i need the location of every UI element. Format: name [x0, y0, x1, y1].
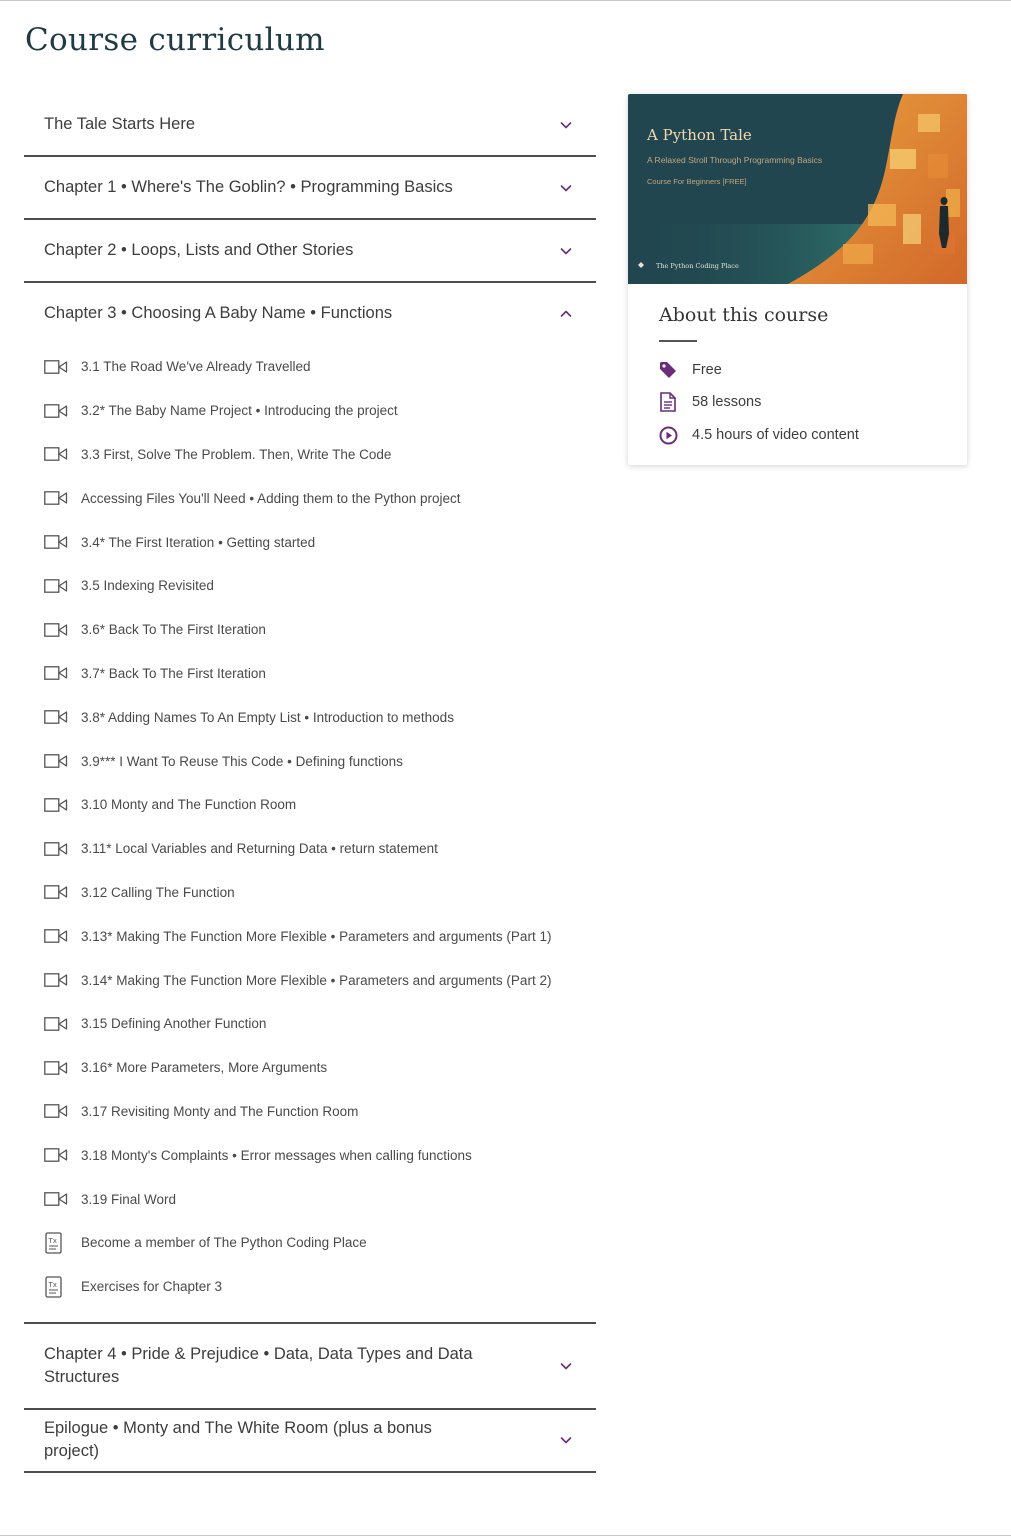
- lesson-item[interactable]: [24, 564, 596, 608]
- curriculum-list: [24, 94, 596, 1473]
- lesson-title: 3.2* The Baby Name Project • Introducing the project: [81, 403, 398, 419]
- video-icon: [44, 401, 68, 421]
- lesson-item[interactable]: [24, 783, 596, 827]
- section-title: Chapter 1 • Where's The Goblin? • Programming Basics: [44, 178, 453, 196]
- lesson-item[interactable]: [24, 1265, 596, 1309]
- video-duration: 4.5 hours of video content: [692, 427, 859, 443]
- lesson-title: 3.14* Making The Function More Flexible • Parameters and arguments (Part 2): [81, 972, 552, 988]
- video-icon: [44, 1101, 68, 1121]
- lesson-item[interactable]: [24, 1046, 596, 1090]
- lesson-item[interactable]: [24, 1221, 596, 1265]
- course-card[interactable]: [628, 94, 967, 465]
- svg-text:Tx: Tx: [48, 1236, 57, 1245]
- video-icon: [44, 532, 68, 552]
- video-icon: [44, 444, 68, 464]
- lesson-title: 3.12 Calling The Function: [81, 884, 235, 900]
- lesson-item[interactable]: [24, 389, 596, 433]
- video-icon: [44, 663, 68, 683]
- about-video: [658, 425, 859, 445]
- chevron-down-icon: [560, 245, 572, 257]
- section-title: Chapter 2 • Loops, Lists and Other Stories: [44, 241, 354, 259]
- about-title: About this course: [659, 304, 829, 326]
- lesson-item[interactable]: [24, 652, 596, 696]
- video-icon: [44, 882, 68, 902]
- lesson-title: Accessing Files You'll Need • Adding them to the Python project: [81, 490, 461, 506]
- chevron-down-icon: [560, 1360, 572, 1372]
- lesson-title: 3.9*** I Want To Reuse This Code • Defining functions: [81, 753, 403, 769]
- lesson-item[interactable]: [24, 827, 596, 871]
- section-divider: [24, 1471, 596, 1473]
- video-icon: [44, 576, 68, 596]
- text-document-icon: [44, 1233, 68, 1253]
- video-icon: [44, 707, 68, 727]
- cover-subtitle: A Relaxed Stroll Through Programming Basics: [647, 155, 823, 165]
- lesson-title: 3.13* Making The Function More Flexible • Parameters and arguments (Part 1): [81, 928, 552, 944]
- video-icon: [44, 795, 68, 815]
- video-icon: [44, 1189, 68, 1209]
- lesson-item[interactable]: [24, 1002, 596, 1046]
- section-header-chapter-2-loops-lists-and-other-stories[interactable]: [24, 220, 596, 281]
- video-icon: [44, 1014, 68, 1034]
- course-cover-image[interactable]: [628, 94, 967, 284]
- section-title: Epilogue • Monty and The White Room (plus a bonus project): [44, 1419, 432, 1461]
- lesson-title: Exercises for Chapter 3: [81, 1279, 223, 1295]
- lesson-title: 3.19 Final Word: [81, 1191, 177, 1207]
- lesson-item[interactable]: [24, 695, 596, 739]
- lesson-title: 3.10 Monty and The Function Room: [81, 797, 297, 813]
- about-divider: [659, 340, 697, 342]
- lesson-title: 3.8* Adding Names To An Empty List • Introduction to methods: [81, 709, 454, 725]
- lessons-count: 58 lessons: [692, 394, 762, 410]
- chevron-down-icon: [560, 119, 572, 131]
- video-icon: [44, 620, 68, 640]
- lesson-title: 3.16* More Parameters, More Arguments: [81, 1060, 328, 1076]
- lesson-title: 3.17 Revisiting Monty and The Function Room: [81, 1103, 359, 1119]
- video-icon: [44, 1058, 68, 1078]
- video-icon: [44, 839, 68, 859]
- section-header-the-tale-starts-here[interactable]: [24, 94, 596, 155]
- cover-title: A Python Tale: [647, 126, 752, 144]
- lesson-item[interactable]: [24, 345, 596, 389]
- lesson-title: 3.6* Back To The First Iteration: [81, 622, 266, 638]
- about-lessons: [658, 392, 761, 412]
- lesson-title: 3.11* Local Variables and Returning Data • return statement: [81, 841, 438, 857]
- lesson-item[interactable]: [24, 1090, 596, 1134]
- cover-artwork: [628, 94, 967, 284]
- lesson-title: 3.7* Back To The First Iteration: [81, 665, 266, 681]
- lesson-title: Become a member of The Python Coding Place: [81, 1235, 367, 1251]
- video-icon: [44, 488, 68, 508]
- text-document-icon: [44, 1277, 68, 1297]
- lesson-title: 3.5 Indexing Revisited: [81, 578, 214, 594]
- section-title: Chapter 3 • Choosing A Baby Name • Functions: [44, 304, 393, 322]
- video-icon: [44, 970, 68, 990]
- lesson-item[interactable]: [24, 958, 596, 1002]
- lesson-item[interactable]: [24, 1177, 596, 1221]
- lesson-item[interactable]: [24, 739, 596, 783]
- top-border: [0, 0, 1011, 1]
- chevron-up-icon: [560, 308, 572, 320]
- chevron-down-icon: [560, 182, 572, 194]
- section-header-chapter-3-choosing-a-baby-name-functions[interactable]: [24, 283, 596, 344]
- lesson-title: 3.4* The First Iteration • Getting started: [81, 534, 316, 550]
- lesson-item[interactable]: [24, 914, 596, 958]
- lesson-item[interactable]: [24, 433, 596, 477]
- section-header-epilogue-monty-and-the-white-room-plus-a[interactable]: [24, 1410, 596, 1471]
- video-icon: [44, 926, 68, 946]
- cover-tagline: Course For Beginners [FREE]: [647, 177, 747, 186]
- document-icon: [658, 392, 678, 412]
- cover-brand: The Python Coding Place: [656, 262, 739, 270]
- section-title: Chapter 4 • Pride & Prejudice • Data, Data Types and Data Structures: [44, 1344, 473, 1386]
- video-icon: [44, 751, 68, 771]
- lesson-title: 3.1 The Road We've Already Travelled: [81, 359, 311, 375]
- lesson-title: 3.3 First, Solve The Problem. Then, Write The Code: [81, 446, 392, 462]
- lesson-item[interactable]: [24, 871, 596, 915]
- lesson-title: 3.18 Monty's Complaints • Error messages when calling functions: [81, 1147, 472, 1163]
- lesson-title: 3.15 Defining Another Function: [81, 1016, 267, 1032]
- page-title: Course curriculum: [25, 22, 325, 58]
- play-circle-icon: [658, 425, 678, 445]
- section-title: The Tale Starts Here: [44, 115, 196, 133]
- section-header-chapter-4-pride-prejudice-data-data-type[interactable]: [24, 1324, 596, 1408]
- lesson-item[interactable]: [24, 1133, 596, 1177]
- price-label: Free: [692, 362, 722, 378]
- about-price: [658, 360, 722, 380]
- price-tag-icon: [658, 360, 678, 380]
- lesson-item[interactable]: [24, 476, 596, 520]
- lesson-item[interactable]: [24, 520, 596, 564]
- section-header-chapter-1-where-s-the-goblin-programming[interactable]: [24, 157, 596, 218]
- svg-text:Tx: Tx: [48, 1280, 57, 1289]
- lesson-list: [24, 344, 596, 1322]
- video-icon: [44, 1145, 68, 1165]
- lesson-item[interactable]: [24, 608, 596, 652]
- chevron-down-icon: [560, 1434, 572, 1446]
- video-icon: [44, 357, 68, 377]
